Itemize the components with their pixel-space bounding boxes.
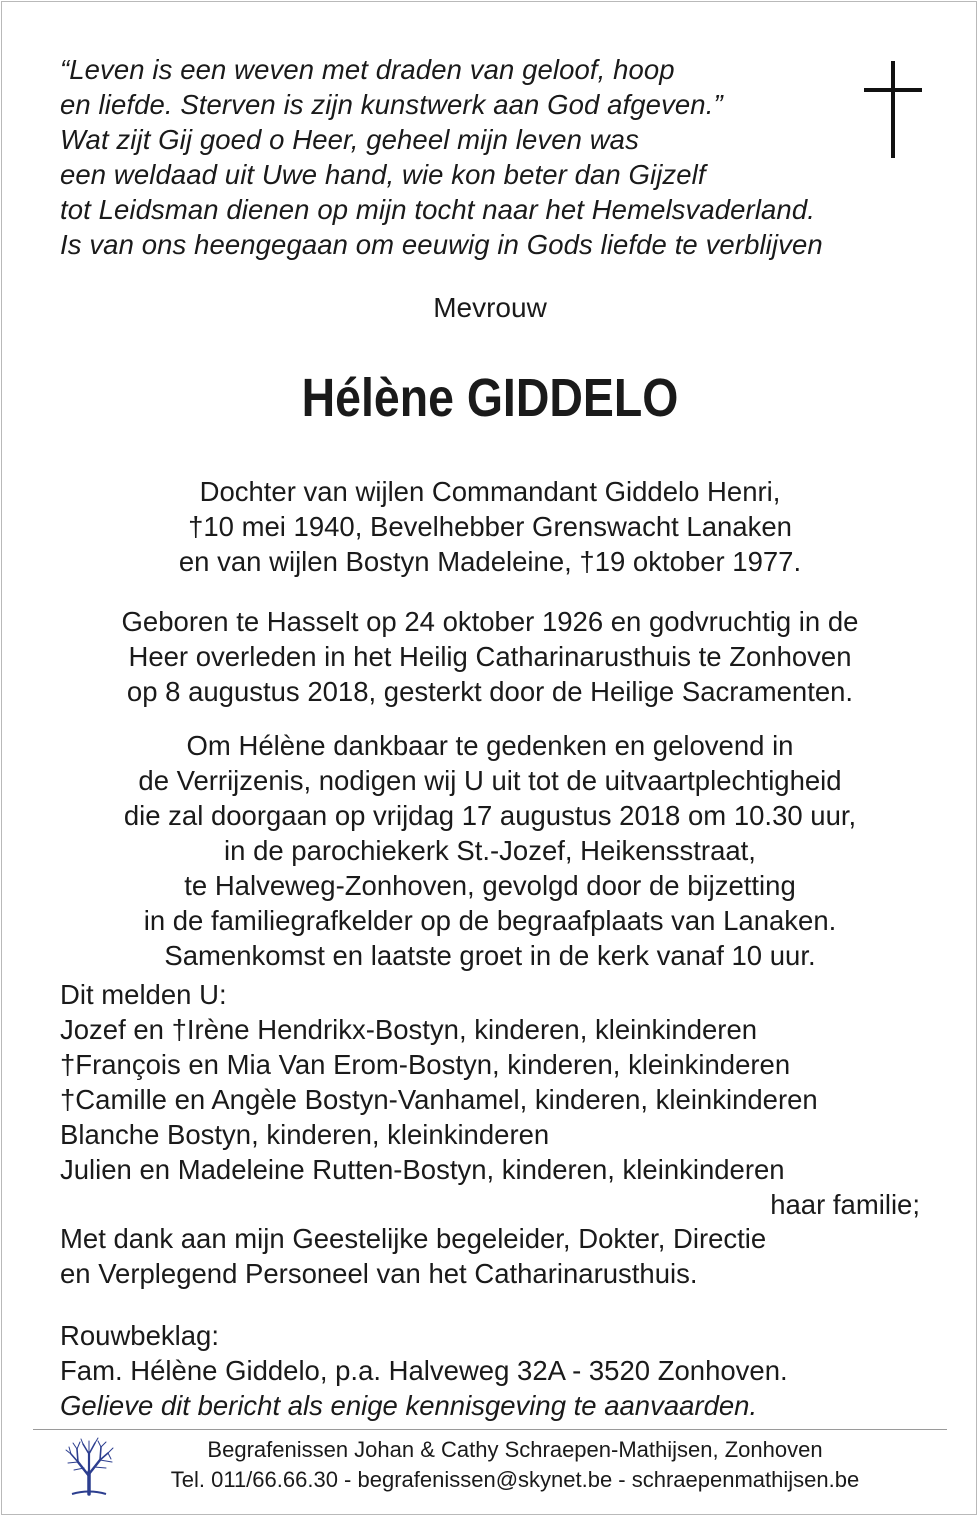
paragraph-line: Dochter van wijlen Commandant Giddelo Henri, bbox=[199, 476, 781, 507]
paragraph-line: in de familiegrafkelder op de begraafplaats van Lanaken. bbox=[143, 905, 837, 936]
thanks-paragraph bbox=[60, 1221, 920, 1291]
paragraph-line: in de parochiekerk St.-Jozef, Heikensstraat, bbox=[224, 835, 756, 866]
announcers-list bbox=[60, 977, 920, 1222]
paragraph-line: op 8 augustus 2018, gesterkt door de Heilige Sacramenten. bbox=[126, 676, 854, 707]
quote-line: “Leven is een weven met draden van geloof, hoop bbox=[60, 54, 675, 85]
announcers-intro: Dit melden U: bbox=[60, 979, 227, 1010]
thanks-line: en Verplegend Personeel van het Catharinarusthuis. bbox=[60, 1258, 698, 1289]
paragraph-line: †10 mei 1940, Bevelhebber Grenswacht Lanaken bbox=[188, 511, 792, 542]
tree-icon bbox=[62, 1436, 118, 1496]
parents-paragraph bbox=[0, 474, 980, 579]
footer-divider bbox=[33, 1429, 947, 1430]
paragraph-line: de Verrijzenis, nodigen wij U uit tot de uitvaartplechtigheid bbox=[138, 765, 842, 796]
quote-line: Is van ons heengegaan om eeuwig in Gods liefde te verblijven bbox=[60, 229, 823, 260]
condolence-section bbox=[60, 1318, 920, 1423]
quote-line: en liefde. Sterven is zijn kunstwerk aan God afgeven.” bbox=[60, 89, 723, 120]
paragraph-line: Samenkomst en laatste groet in de kerk vanaf 10 uur. bbox=[164, 940, 816, 971]
paragraph-line: Geboren te Hasselt op 24 oktober 1926 en godvruchtig in de bbox=[121, 606, 859, 637]
announcer-line: †François en Mia Van Erom-Bostyn, kinderen, kleinkinderen bbox=[60, 1049, 791, 1080]
birth-death-paragraph bbox=[0, 604, 980, 709]
paragraph-line: die zal doorgaan op vrijdag 17 augustus 2018 om 10.30 uur, bbox=[123, 800, 857, 831]
paragraph-line: Heer overleden in het Heilig Catharinarusthuis te Zonhoven bbox=[128, 641, 852, 672]
notice-text: Gelieve dit bericht als enige kennisgeving te aanvaarden. bbox=[60, 1390, 758, 1421]
quote-line: een weldaad uit Uwe hand, wie kon beter dan Gijzelf bbox=[60, 159, 706, 190]
funeral-home-contact: Tel. 011/66.66.30 - begrafenissen@skynet.be - schraepenmathijsen.be bbox=[170, 1467, 860, 1492]
quote-line: tot Leidsman dienen op mijn tocht naar het Hemelsvaderland. bbox=[60, 194, 815, 225]
condolence-label: Rouwbeklag: bbox=[60, 1320, 219, 1351]
deceased-name: Hélène GIDDELO bbox=[301, 368, 679, 428]
opening-quote bbox=[60, 52, 930, 262]
funeral-paragraph bbox=[0, 728, 980, 973]
announcers-closing: haar familie; bbox=[770, 1189, 920, 1220]
announcer-line: †Camille en Angèle Bostyn-Vanhamel, kinderen, kleinkinderen bbox=[60, 1084, 818, 1115]
paragraph-line: en van wijlen Bostyn Madeleine, †19 oktober 1977. bbox=[178, 546, 802, 577]
paragraph-line: te Halveweg-Zonhoven, gevolgd door de bijzetting bbox=[184, 870, 796, 901]
quote-line: Wat zijt Gij goed o Heer, geheel mijn leven was bbox=[60, 124, 639, 155]
announcer-line: Jozef en †Irène Hendrikx-Bostyn, kinderen, kleinkinderen bbox=[60, 1014, 758, 1045]
announcer-line: Blanche Bostyn, kinderen, kleinkinderen bbox=[60, 1119, 550, 1150]
salutation: Mevrouw bbox=[433, 292, 547, 323]
announcer-line: Julien en Madeleine Rutten-Bostyn, kinderen, kleinkinderen bbox=[60, 1154, 785, 1185]
paragraph-line: Om Hélène dankbaar te gedenken en gelovend in bbox=[186, 730, 794, 761]
footer bbox=[120, 1435, 910, 1495]
thanks-line: Met dank aan mijn Geestelijke begeleider, Dokter, Directie bbox=[60, 1223, 767, 1254]
condolence-address: Fam. Hélène Giddelo, p.a. Halveweg 32A - 3520 Zonhoven. bbox=[60, 1355, 788, 1386]
cross-icon bbox=[864, 61, 922, 158]
funeral-home-name: Begrafenissen Johan & Cathy Schraepen-Mathijsen, Zonhoven bbox=[207, 1437, 823, 1462]
